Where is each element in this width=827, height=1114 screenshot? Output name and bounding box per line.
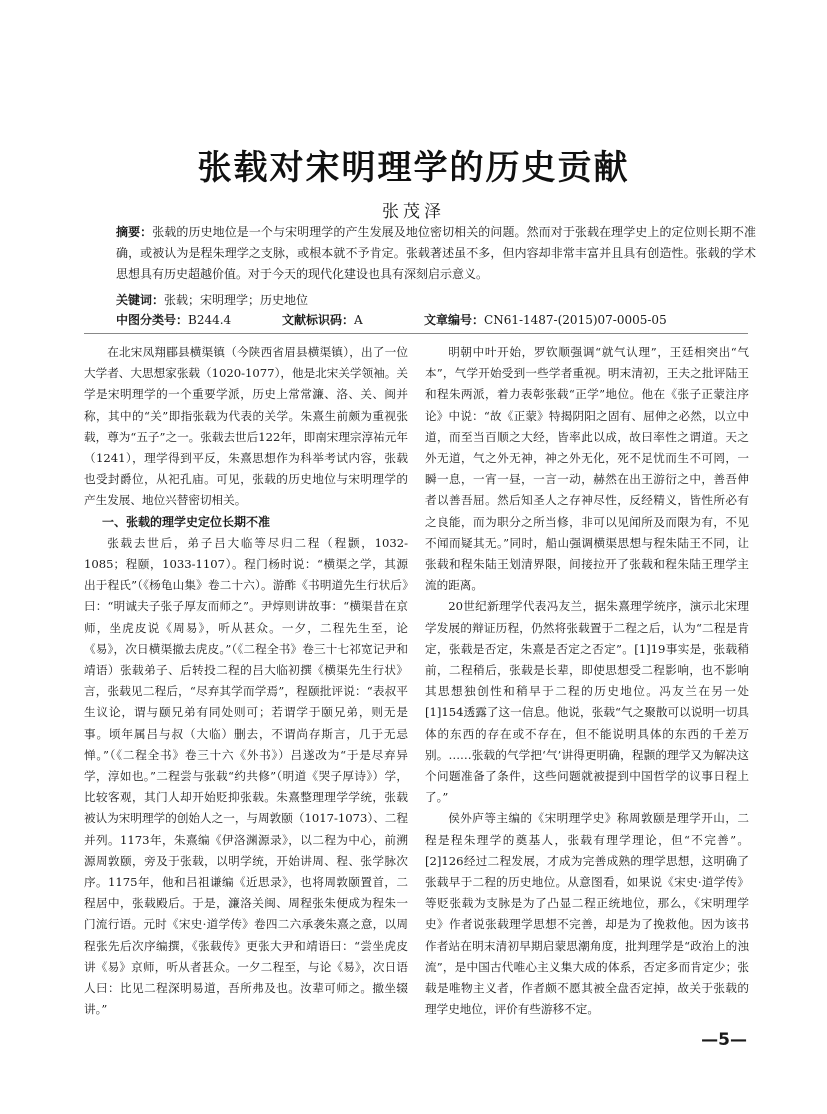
abstract bbox=[116, 222, 756, 285]
body-paragraph: 明朝中叶开始，罗钦顺强调“就气认理”，王廷相突出“气本”，气学开始受到一些学者重视。明末清初，王夫之批评陆王和程朱两派，着力表彰张载“正学”地位。他在《张子正蒙注序论》中说：“故《正蒙》特揭阴阳之固有、屈伸之必然，以立中道，而至当百顺之大经，皆率此以成，故曰率性之谓道。天之外无道，气之外无神，神之外无化，死不足忧而生不可罔，一瞬一息，一宵一昼，一言一动，赫然在出王游衍之中，善吾伸者以善吾屈。然后知圣人之存神尽性，反经精义，皆性所必有之良能，而为职分之所当修，非可以见闻所及而限为有，不见不闻而疑其无。”同时，船山强调横渠思想与程朱陆王不同，让张载和程朱陆王划清界限，间接拉开了张载和程朱陆王理学主流的距离。 bbox=[425, 345, 749, 593]
keywords-label: 关键词： bbox=[116, 293, 165, 307]
body-paragraph: 20世纪新理学代表冯友兰，据朱熹理学统序，演示北宋理学发展的辩证历程，仍然将张载置于二程之后，认为“二程是肯定，张载是否定，朱熹是否定之否定”。[1]19事实是，张载稍前，二程稍后，张载是长辈，即使思想受二程影响，也不影响其思想独创性和稍早于二程的历史地位。冯友兰在另一处[1]154透露了这一信息。他说，张载“气之聚散可以说明一切具体的东西的存在或不存在，但不能说明具体的东西的千差万别。……张载的气学把‘气’讲得更明确，程颢的理学又为解决这个问题准备了条件，这些问题就被提到中国哲学的议事日程上了。” bbox=[425, 599, 749, 805]
page-number: —5— bbox=[701, 1030, 747, 1050]
body-paragraph: 张载去世后，弟子吕大临等尽归二程（程颢，1032-1085；程颐，1033-1107）。程门杨时说：“横渠之学，其源出于程氏”（《杨龟山集》卷二十六）。游酢《书明道先生行状后》曰：“明诚夫子张子厚友而师之”。尹焞则讲故事：“横渠昔在京师，坐虎皮说《周易》，听从甚众。一夕，二程先生至，论《易》，次日横渠撤去虎皮。”（《二程全书》卷三十七祁宽记尹和靖语）张载弟子、后转投二程的吕大临初撰《横渠先生行状》言，张载见二程后，“尽弃其学而学焉”，程颐批评说：“表叔平生议论，谓与颐兄弟有同处则可；若谓学于颐兄弟，则无是事。顷年属吕与叔（大临）删去，不谓尚存斯言，几于无忌惮。”（《二程全书》卷三十六《外书》）吕遂改为“于是尽弃异学，淳如也。”二程尝与张载“约共修”（明道《哭子厚诗》）学，比较客观，其门人却开始贬抑张载。朱熹整理理学学统，张载被认为宋明理学的创始人之一，与周敦颐（1017-1073）、二程并列。1173年，朱熹编《伊洛渊源录》，以二程为中心，前溯源周敦颐，旁及于张载，以明学统，开始讲周、程、张学脉次序。1175年，他和吕祖谦编《近思录》，也将周敦颐置首，二程居中，张载殿后。于是，濂洛关闽、周程张朱便成为程朱一门流行语。元时《宋史·道学传》卷四二六承袭朱熹之意，以周程张先后次序编撰，《张载传》更张大尹和靖语曰：“尝坐虎皮讲《易》京师，听从者甚众。一夕二程至，与论《易》，次日语人曰：比见二程深明易道，吾所弗及也。汝辈可师之。撤坐辍讲。” bbox=[84, 535, 408, 1017]
body-column-right bbox=[425, 342, 749, 1047]
keywords-text: 张载；宋明理学；历史地位 bbox=[164, 293, 309, 307]
body-column-left bbox=[84, 342, 408, 1047]
header-divider bbox=[84, 333, 748, 334]
body-paragraph: 侯外庐等主编的《宋明理学史》称周敦颐是理学开山，二程是程朱理学的奠基人，张载有理学理论，但“不完善”。[2]126经过二程发展，才成为完善成熟的理学思想，这明确了张载早于二程的历史地位。从意图看，如果说《宋史·道学传》等贬张载为支脉是为了凸显二程正统地位，那么，《宋明理学史》作者说张载理学思想不完善，却是为了挽救他。因为该书作者站在明末清初早期启蒙思潮角度，批判理学是“政治上的浊流”，是中国古代唯心主义集大成的体系，否定多而肯定少；张载是唯物主义者，作者颇不愿其被全盘否定掉，故关于张载的理学史地位，评价有些游移不定。 bbox=[425, 811, 749, 1017]
abstract-text: 张载的历史地位是一个与宋明理学的产生发展及地位密切相关的问题。然而对于张载在理学史上的定位则长期不准确，或被认为是程朱理学之支脉，或根本就不予肯定。张载著述虽不多，但内容却非常丰富并且具有创造性。张载的学术思想具有历史超越价值。对于今天的现代化建设也具有深刻启示意义。 bbox=[116, 225, 756, 281]
keywords bbox=[116, 291, 308, 308]
clc-value: B244.4 bbox=[188, 313, 232, 327]
clc-number bbox=[116, 311, 231, 328]
body-paragraph: 在北宋凤翔郿县横渠镇（今陕西省眉县横渠镇），出了一位大学者、大思想家张载（1020-1077），他是北宋关学领袖。关学是宋明理学的一个重要学派，历史上常常濂、洛、关、闽并称，其中的“关”即指张载为代表的关学。朱熹生前颇为重视张载，尊为“五子”之一。张载去世后122年，即南宋理宗淳祐元年（1241），理学得到平反，朱熹思想作为科举考试内容，张载也受封爵位，从祀孔庙。可见，张载的历史地位与宋明理学的产生发展、地位兴替密切相关。 bbox=[84, 345, 408, 508]
document-code-value: A bbox=[354, 313, 363, 327]
section-heading: 一、张载的理学史定位长期不准 bbox=[102, 514, 271, 529]
article-title: 张载对宋明理学的历史贡献 bbox=[197, 148, 630, 188]
author-name: 张茂泽 bbox=[382, 202, 445, 222]
abstract-label: 摘要： bbox=[116, 225, 153, 239]
article-number-label: 文章编号： bbox=[424, 313, 485, 327]
clc-label: 中图分类号： bbox=[116, 313, 189, 327]
article-number bbox=[424, 311, 667, 328]
document-code-label: 文献标识码： bbox=[282, 313, 355, 327]
article-number-value: CN61-1487-(2015)07-0005-05 bbox=[484, 313, 667, 327]
document-code bbox=[282, 311, 363, 328]
